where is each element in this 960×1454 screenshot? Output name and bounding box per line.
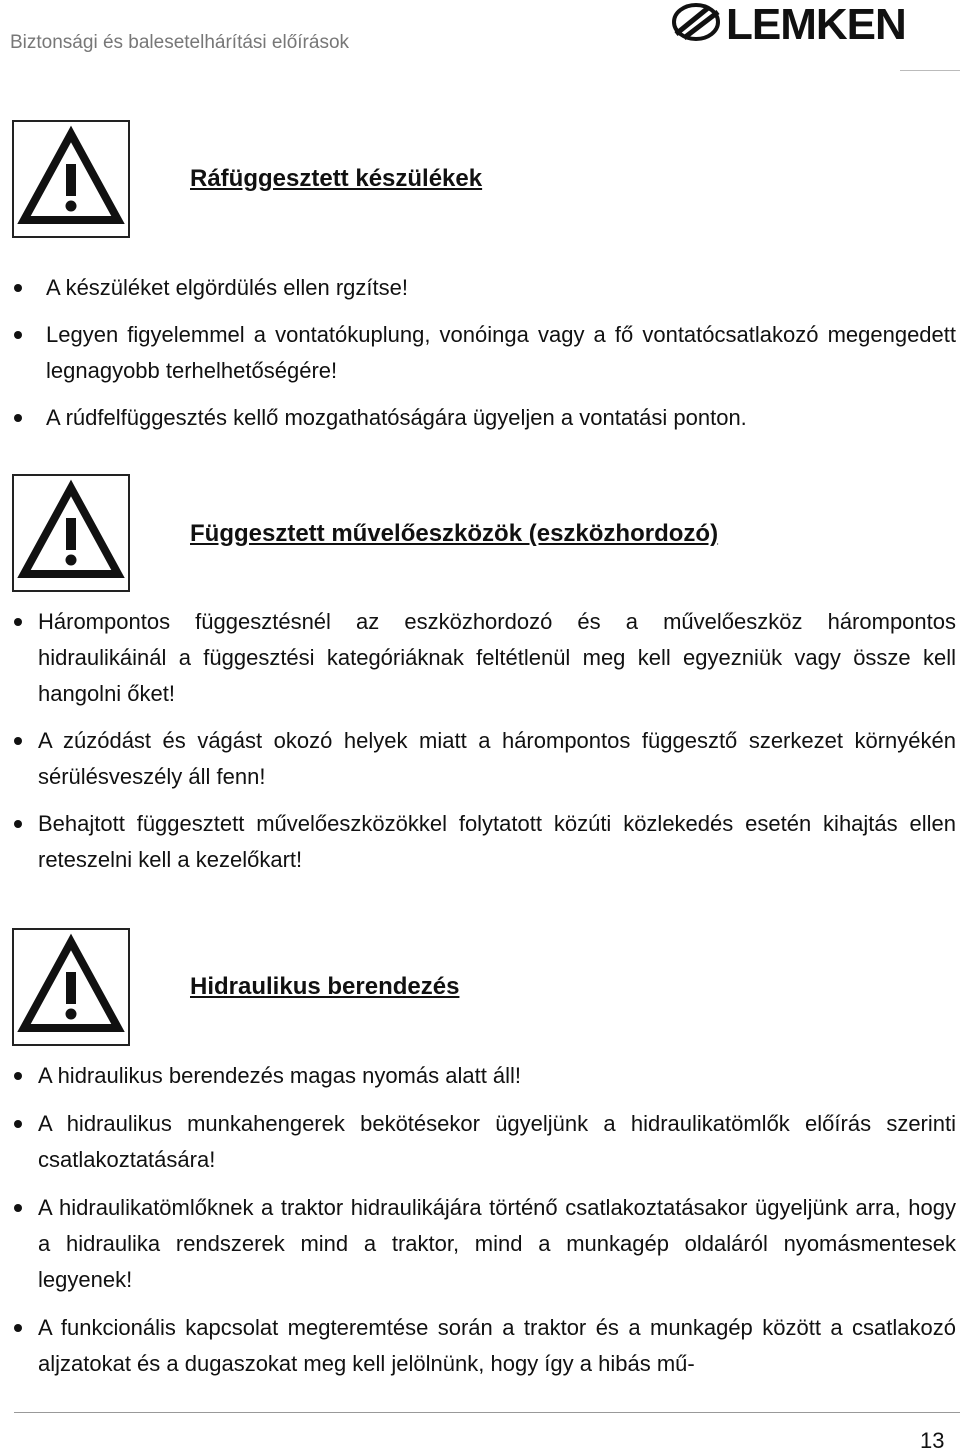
list-item: A rúdfelfüggesztés kellő mozgathatóságára ügyeljen a vontatási ponton. xyxy=(46,400,956,436)
list-item: Hárompontos függesztésnél az eszközhordozó és a művelőeszköz hárompontos hidraulikáinál a függesztési kategóriáknak feltétlenül meg kell egyezniük vagy össze kell hangolni őket! xyxy=(38,604,956,712)
warning-triangle-icon xyxy=(14,122,128,236)
page-number: 13 xyxy=(920,1428,945,1453)
list-item: Behajtott függesztett művelőeszközökkel folytatott közúti közlekedés esetén kihajtás ellen reteszelni kell a kezelőkart! xyxy=(38,806,956,878)
section-title-2: Függesztett művelőeszközök (eszközhordozó) xyxy=(190,520,719,547)
list-item: A zúzódást és vágást okozó helyek miatt a hárompontos függesztő szerkezet környékén sérülésveszély áll fenn! xyxy=(38,723,956,795)
section-title-1: Ráfüggesztett készülékek xyxy=(190,165,483,192)
bullet-list-3 xyxy=(38,1058,956,1394)
logo-text: LEMKEN xyxy=(726,0,906,49)
list-item: A hidraulikus munkahengerek bekötésekor ügyeljünk a hidraulikatömlők előírás szerinti csatlakoztatására! xyxy=(38,1106,956,1178)
list-item: A hidraulikatömlőknek a traktor hidraulikájára történő csatlakoztatásakor ügyeljünk arra, hogy a hidraulika rendszerek mind a traktor, mind a munkagép oldaláról nyomásmentesek legyenek! xyxy=(38,1190,956,1298)
lemken-logo xyxy=(668,0,953,56)
header-title: Biztonsági és balesetelhárítási előírások xyxy=(10,32,350,53)
bullet-list-1 xyxy=(46,270,956,447)
list-item: Legyen figyelemmel a vontatókuplung, vonóinga vagy a fő vontatócsatlakozó megengedett legnagyobb terhelhetőségére! xyxy=(46,317,956,389)
list-item: A hidraulikus berendezés magas nyomás alatt áll! xyxy=(38,1058,956,1094)
bullet-list-2 xyxy=(38,604,956,889)
header-divider xyxy=(900,70,960,71)
footer-divider xyxy=(14,1412,960,1413)
warning-sign-1 xyxy=(12,120,130,238)
page-header xyxy=(0,0,960,78)
list-item: A funkcionális kapcsolat megteremtése során a traktor és a munkagép között a csatlakozó aljzatokat és a dugaszokat meg kell jelölnünk, hogy így a hibás mű- xyxy=(38,1310,956,1382)
lemken-emblem-icon xyxy=(668,0,726,56)
warning-triangle-icon xyxy=(14,476,128,590)
warning-sign-3 xyxy=(12,928,130,1046)
section-title-3: Hidraulikus berendezés xyxy=(190,973,460,1000)
list-item: A készüléket elgördülés ellen rgzítse! xyxy=(46,270,956,306)
warning-sign-2 xyxy=(12,474,130,592)
warning-triangle-icon xyxy=(14,930,128,1044)
